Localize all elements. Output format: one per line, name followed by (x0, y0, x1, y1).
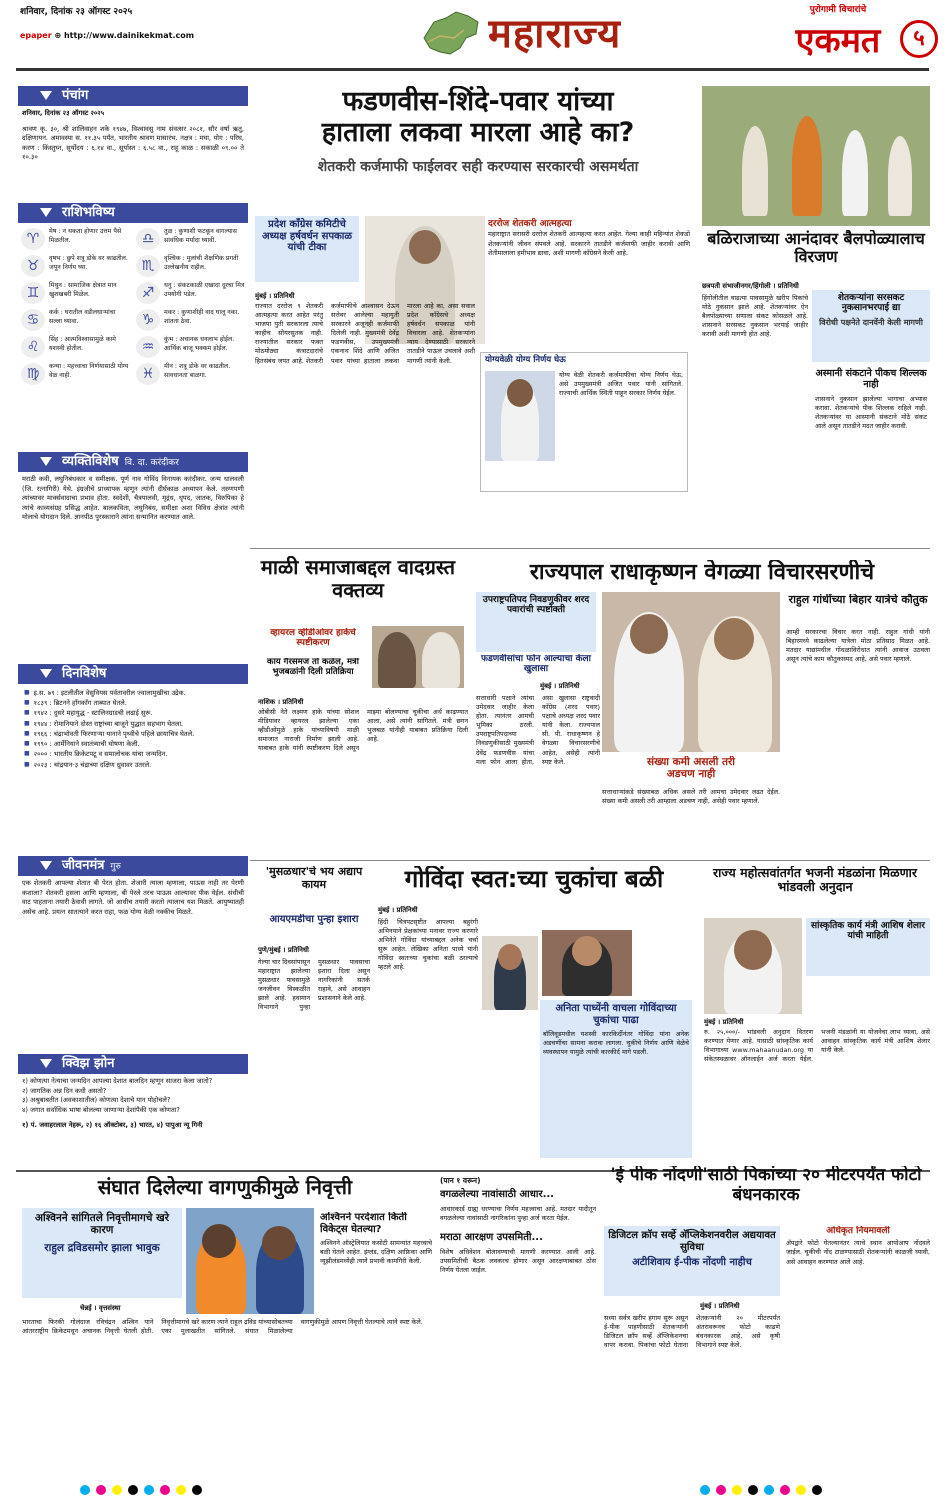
ashwin-stat-box (320, 1212, 432, 1312)
bhajani-headline: राज्य महोत्सवांतर्गत भजनी मंडळांना मिळणार भांडवली अनुदान (713, 866, 917, 895)
rashi-text: कुंभ : अचानक धनलाभ होईल. आर्थिक बाजू भक्कम होईल. (164, 336, 235, 352)
continued-headline-1: वगळलेल्या नावांसाठी आधार... (440, 1189, 554, 1201)
rashi-item (136, 282, 245, 304)
govinda-box-title: अनिता पाध्येंनी वाचला गोविंदाच्या चुकांचा पाढा (555, 1003, 677, 1026)
dinvishesh-item: ■ १९९० : आर्मेनियाने स्वातंत्र्याची घोषणा केली. (24, 739, 242, 749)
rashi-text: मेष : न थकता होणार उत्तम पैसे मिळतील. (49, 228, 122, 244)
maharashtra-map-icon (420, 8, 482, 58)
governor-sub: फडणवीसांचा फोन आल्याचा केला खुलासा (481, 654, 591, 675)
rashi-text: वृश्चिक : मुलांची शैक्षणिक प्रगती उल्लेखनीय राहील. (164, 255, 239, 271)
rashi-item (136, 228, 245, 250)
lead-kicker-box (255, 216, 359, 282)
rashi-header: राशिभविष्य (18, 203, 248, 223)
rashi-text: मीन : शत्रू डोके वर काढतील. सावधानता बाळगा. (164, 363, 231, 379)
panchang-section (18, 86, 248, 198)
musaldhar-body: गेल्या चार दिवसांपासून महाराष्ट्रात झालेल्या मुसळधार पावसामुळे जनजीवन विस्कळीत झाले आहे. हवामान विभागाने पुन्हा मुसळधार पावसाचा इशारा दिला असून नागरिकांनी सतर्क राहावे, असे आवाहन प्रशासनाने केले आहे. (258, 958, 370, 1012)
lead-sidebar-body: महाराष्ट्रात सरासरी दररोज शेतकरी आत्महत्या करत आहेत. गेल्या काही महिन्यांत शेकडो शेतकऱ्यांनी जीवन संपवले आहे. सरकारने तातडीने कर्जमाफी जाहीर करावी आणि शेतीमालाला हमीभाव द्यावा, अशी मागणी काँग्रेसने केली आहे. (488, 230, 690, 257)
triangle-icon (40, 208, 52, 217)
rashi-text: मिथुन : सामाजिक क्षेत्रात मान खुशखबरी मिळेल. (49, 282, 117, 298)
epaper-label: epaper (20, 31, 52, 40)
zodiac-icon: ♒ (136, 336, 160, 358)
rashi-text: कर्क : घरातील वडीलधाऱ्यांचा सल्ला घ्यावा. (49, 309, 116, 325)
masthead-rule (16, 68, 929, 71)
rashi-item (136, 363, 245, 385)
epeek-body: सध्या सर्वत्र खरीप हंगाम सुरू असून ई-पीक पाहणीसाठी शेतकऱ्यांनी डिजिटल क्रॉप सर्व्हे अ‍ॅप्लिकेशनचा वापर करावा. पिकांचा फोटो घेताना शेतकऱ्यांनी २० मीटरपर्यंत अंतरावरूनच फोटो काढणे बंधनकारक आहे, असे कृषी विभागाने स्पष्ट केले. (604, 1314, 780, 1350)
quiz-question: २) जागतिक अन्न दिन कधी असतो? (22, 1086, 107, 1095)
panchang-date: शनिवार, दिनांक २३ ऑगस्ट २०२५ (22, 109, 105, 117)
ashwin-headline: संघात दिलेल्या वागणुकीमुळे निवृत्ती (97, 1176, 353, 1199)
quiz-question: १) कोणत्या नेत्याचा जन्मदिन आपल्या देशात बालदिन म्हणून साजरा केला जातो? (22, 1077, 213, 1085)
personality-header: व्यक्तिविशेष वि. दा. करंदीकर (18, 452, 248, 472)
governor-body: सत्ताधारी पक्षाने त्यांचा उमेदवार जाहीर केला होता. त्यानंतर आमची भूमिका ठरली. उपराष्ट्रपतिपदाच्या निवडणुकीसाठी मुख्यमंत्री देवेंद्र फडणवीस यांचा मला फोन आला होता, असा खुलासा राष्ट्रवादी काँग्रेस (शरद पवार) पक्षाचे अध्यक्ष शरद पवार यांनी केला. राज्यपाल सी. पी. राधाकृष्णन हे वेगळ्या विचारसरणीचे आहेत, असेही त्यांनी स्पष्ट केले. (476, 694, 600, 766)
musaldhar-dateline: पुणे/मुंबई । प्रतिनिधी (258, 946, 309, 954)
epeek-kicker-box (604, 1226, 780, 1296)
epeek-dateline: मुंबई । प्रतिनिधी (700, 1302, 740, 1310)
rashi-section (18, 203, 248, 449)
mali-photos (372, 626, 464, 688)
farm-visit-photo (702, 86, 930, 226)
continued-headline-2: मराठा आरक्षण उपसमिती... (440, 1232, 543, 1244)
baliraja-box-sub: विरोधी पक्षनेते दानवेंनी केली मागणी (819, 317, 923, 327)
zodiac-icon: ♎ (136, 228, 160, 250)
zodiac-icon: ♊ (21, 282, 45, 304)
quiz-question: ३) अश्रुबाबतीत (अवकाशातील) कोणत्या देशाचे यान पोहोचले? (22, 1096, 171, 1105)
personality-section (18, 452, 248, 657)
pawar-fadnavis-photo (602, 592, 780, 752)
rashi-item (136, 309, 245, 331)
ashwin-kicker-2: राहुल द्रविडसमोर झाला भावुक (44, 1242, 160, 1255)
baliraja-box-title: शेतकऱ्यांना सरसकट नुकसानभरपाई द्या (837, 293, 905, 314)
dinvishesh-section (18, 664, 248, 854)
ashwin-stat-title: अश्विनने परदेशात किती विकेट्स घेतल्या? (320, 1212, 407, 1235)
quiz-question: ४) जगात सर्वाधिक भाषा बोलल्या जाणाऱ्या देशांपैकी एक कोणता? (22, 1105, 180, 1114)
jeevanmantra-tag: गुरु (110, 862, 121, 872)
rashi-item (136, 336, 245, 358)
ashwin-kicker-1: अश्विनने सांगितले निवृत्तीमागचे खरे कारण (34, 1212, 170, 1237)
bhajani-box-title: सांस्कृतिक कार्य मंत्री आशिष शेलार यांची माहिती (811, 921, 925, 942)
govinda-box-body: बॉलिवूडमधील यशस्वी कारकिर्दीनंतर गोविंदा यांना अनेक अडचणींचा सामना करावा लागला. चुकीचे निर्णय आणि वेळेचे व्यवस्थापन यामुळे त्यांची कारकीर्द मागे पडली. (543, 1030, 689, 1057)
issue-date: शनिवार, दिनांक २३ ऑगस्ट २०२५ (20, 7, 133, 17)
rahul-headline: राहुल गांधींच्या बिहार यात्रेचे कौतुक (788, 594, 928, 606)
continued-kicker: (पान १ वरून) (440, 1176, 481, 1185)
rashi-text: कन्या : महत्त्वाचा निर्णयासाठी योग्य वेळ नाही. (49, 363, 129, 379)
zodiac-icon: ♐ (136, 282, 160, 304)
ashwin-dravid-photo (186, 1208, 314, 1314)
bhajani-body: रु. २५,०००/- भांडवली अनुदान वितरण करण्यात येणार आहे. यासाठी सांस्कृतिक कार्य विभागाच्या www.mahaanudan.org या संकेतस्थळावर ऑनलाईन अर्ज करता येईल. भजनी मंडळांनी या योजनेचा लाभ घ्यावा, असे आवाहन सांस्कृतिक कार्य मंत्री आशिष शेलार यांनी केले. (704, 1028, 930, 1064)
epeek-body-2: ॲपद्वारे फोटो घेतल्यानंतर त्याचे स्थान आपोआप नोंदवले जाईल. चुकीची नोंद टाळण्यासाठी शेतकऱ्यांनी काळजी घ्यावी, असे आवाहन करण्यात आले आहे. (786, 1239, 930, 1266)
page-number: ५ (900, 20, 938, 58)
baliraja-headline: बळिराजाच्या आनंदावर बैलपोळ्यालाच विरजण (707, 230, 925, 267)
triangle-icon (40, 861, 52, 870)
baliraja-box2-body: शासनाने नुकसान झालेल्या भागाचा अभ्यास करावा. शेतकऱ्यांचे पीक शिल्लक राहिले नाही. शेतकऱ्यांवर या आस्मानी संकटाने मोठे संकट आले असून तातडीने मदत जाहीर करावी. (815, 394, 927, 431)
zodiac-icon: ♌ (21, 336, 45, 358)
dinvishesh-item: ■ २०२३ : चांद्रयान-३ चंद्राच्या दक्षिण ध्रुवावर उतरले. (24, 760, 242, 770)
lead-sidebar (488, 218, 690, 346)
mali-dateline: नाशिक । प्रतिनिधी (258, 698, 304, 706)
rashi-text: तुळ : कुणाशी फटकून वागल्यास सावधिक मर्यादा घ्यावी. (164, 228, 237, 244)
zodiac-icon: ♋ (21, 309, 45, 331)
personality-author: वि. दा. करंदीकर (124, 458, 179, 468)
governor-photo-body: सत्ताधाऱ्यांकडे संख्याबळ अधिक असले तरी आमचा उमेदवार लढत देईल. संख्या कमी असली तरी आम्हाला अडचण नाही, असेही पवार म्हणाले. (602, 788, 780, 806)
zodiac-icon: ♍ (21, 363, 45, 385)
zodiac-icon: ♓ (136, 363, 160, 385)
anita-padhye-photo (482, 936, 538, 1010)
govinda-photo (542, 930, 632, 996)
baliraja-dateline: छत्रपती संभाजीनगर/हिंगोली । प्रतिनिधी (702, 282, 799, 290)
mali-body: ओबीसी नेते लक्ष्मण हाके यांच्या सोशल मीडियावर व्हायरल झालेल्या एका व्हीडीओमुळे हाके यांच्याविषयी माळी समाजात नाराजी निर्माण झाली आहे. याबाबत हाके यांनी स्पष्टीकरण दिले असून माझ्या बोलण्याचा चुकीचा अर्थ काढण्यात आला, असे त्यांनी सांगितले. मंत्री छगन भुजबळ यांनीही याबाबत प्रतिक्रिया दिली आहे. (258, 708, 468, 753)
lead-subhead: शेतकरी कर्जमाफी फाईलवर सही करण्यास सरकारची असमर्थता (317, 159, 639, 175)
continued-body-1: आधारकार्ड ग्राह्य धरण्याचा निर्णय महत्त्वाचा आहे. मतदार यादीतून वगळलेल्या नावांसाठी नागरिकांना पुन्हा अर्ज करता येईल. (440, 1205, 596, 1223)
quiz-header: क्विझ झोन (18, 1054, 248, 1074)
musaldhar-sub: आयएमडीचा पुन्हा इशारा (269, 914, 359, 925)
panchang-body: श्रावण कृ. ३०, श्री शालिवाहन शके १९४७, विश्वावसु नाम संवत्सर २०८१, सौर वर्षा ऋतु, दक्षिणायन. अमावस्या स. ११.३५ पर्यंत, भारतीय श्रावण मासारंभ. नक्षत्र : मघा, योग : परिघ, करण : किंस्तुघ्न, सूर्योदय : ६.१४ वा., सूर्यास्त : ६.५८ वा., राहू काळ : सकाळी ०९.०० ते १०.३० (22, 124, 244, 162)
lead-kicker: प्रदेश काँग्रेस कमिटीचे अध्यक्ष हर्षवर्धन सपकाळ यांची टीका (262, 219, 352, 253)
dinvishesh-item: ■ १८३९ : ब्रिटनने हाँगकाँग ताब्यात घेतले. (24, 698, 242, 708)
dinvishesh-item: ■ इ.स. ७९ : इटलीतील वेसुवियस पर्वतावरील ज्वालामुखीचा उद्रेक. (24, 688, 242, 698)
rashi-text: सिंह : आत्मविश्वासामुळे कामे यशस्वी होतील. (49, 336, 116, 352)
epeek-notice-title: अधिकृत नियमावली (826, 1226, 890, 1236)
rashi-item (21, 363, 130, 385)
rashi-text: मकर : कुणाशीही वाद घालू नका. शांतता ठेवा. (164, 309, 240, 325)
brand-slogan: पुरोगामी विचारांचे (809, 5, 867, 15)
rashi-grid (18, 223, 248, 390)
governor-kicker-box (476, 592, 596, 652)
bhajani-dateline: मुंबई । प्रतिनिधी (704, 1018, 744, 1026)
lead-quote-body: योग्य वेळी शेतकरी कर्जमाफीचा योग्य निर्णय घेऊ, असे उपमुख्यमंत्री अजित पवार यांनी सांगितले. राज्याची आर्थिक स्थिती पाहून सरकार निर्णय घेईल. (559, 371, 683, 398)
triangle-icon (40, 457, 52, 466)
lead-quote-title: योग्यवेळी योग्य निर्णय घेऊ (485, 355, 566, 365)
mali-sub: काय गैरसमज तो कळेल, मंत्री भुजबळांनी दिली प्रतिक्रिया (267, 658, 359, 677)
masthead (0, 0, 945, 68)
epeek-headline: 'ई पीक नोंदणी'साठी पिकांच्या २० मीटरपर्यंत फोटो बंधनकारक (610, 1166, 922, 1205)
ashwin-dateline: चेन्नई । वृत्तसंस्था (80, 1304, 121, 1312)
zodiac-icon: ♈ (21, 228, 45, 250)
baliraja-box2 (812, 366, 930, 542)
continued-body-2: विशेष अधिवेशन बोलावण्याची मागणी करण्यात आली आहे. उपसमितीची बैठक लवकरच होणार असून आरक्षणाबाबत ठोस निर्णय घेतला जाईल. (440, 1248, 596, 1275)
color-registration-marks (700, 1485, 900, 1497)
rashi-text: वृषभ : छुपे शत्रू डोके वर काढतील. जपून निर्णय घ्या. (49, 255, 128, 271)
dinvishesh-item: ■ १९४२ : दुसरे महायुद्ध - स्टालिनग्राडची लढाई सुरू. (24, 708, 242, 718)
brand-logo: एकमत (795, 24, 881, 58)
bhajani-box (806, 918, 930, 976)
dinvishesh-item: ■ २००० : भारतीय क्रिकेटपटू व समालोचक यांचा जन्मदिन. (24, 749, 242, 759)
lead-body: राज्यात दररोज ९ शेतकरी आत्महत्या करत आहेत परंतु भाजपा युती सरकारला त्याचे काहीच सोयरसुतक नाही. राज्यातील सरकार फक्त मोठमोठ्या कंत्राटदारांचे हितसंबंध जपत आहे. शेतकरी कर्जमाफीचे आश्वासन देऊन सत्तेवर आलेल्या महायुती सरकारने अजूनही कर्जमाफी दिलेली नाही. मुख्यमंत्री देवेंद्र फडणवीस, उपमुख्यमंत्री एकनाथ शिंदे आणि अजित पवार यांच्या हाताला लकवा मारला आहे का, असा सवाल प्रदेश काँग्रेसचे अध्यक्ष हर्षवर्धन सपकाळ यांनी विचारला आहे. शेतकऱ्यांना न्याय देण्यासाठी सरकारने तातडीने पाऊल उचलावे अशी मागणी त्यांनी केली. (255, 302, 475, 365)
dinvishesh-list (18, 684, 248, 774)
governor-kicker: उपराष्ट्रपतिपद निवडणुकीवर शरद पवारांची स्पष्टोक्ती (482, 595, 590, 616)
quiz-questions (18, 1074, 248, 1118)
mali-kicker: व्हायरल व्हीडीओवर हाकेंचे स्पष्टीकरण (270, 628, 356, 649)
zodiac-icon: ♉ (21, 255, 45, 277)
rashi-text: धनु : संकटकाळी एखादा दूरचा मित्र उपयोगी पडेल. (164, 282, 245, 298)
epaper-link[interactable] (20, 30, 194, 41)
rashi-item (136, 255, 245, 277)
jeevanmantra-section (18, 856, 248, 1042)
panchang-header: पंचांग (18, 86, 248, 106)
ashwin-kicker-box (22, 1208, 182, 1298)
dinvishesh-header: दिनविशेष (18, 664, 248, 684)
ajit-pawar-photo (485, 371, 555, 461)
section-title: महाराज्य (488, 14, 622, 54)
color-registration-marks (80, 1485, 280, 1497)
lead-headline: फडणवीस-शिंदे-पवार यांच्या हाताला लकवा मारला आहे का? (321, 86, 635, 149)
triangle-icon (40, 91, 52, 100)
quiz-section (18, 1054, 248, 1162)
governor-photo-caption: संख्या कमी असली तरी अडचण नाही (646, 756, 736, 781)
rahul-body: आम्ही सरकारचा विचार करत नाही. राहुल गांधी यांनी बिहारमध्ये काढलेल्या यात्रेला मोठा प्रतिसाद मिळत आहे. मतदार याद्यांमधील गोंधळाविरोधात त्यांनी आवाज उठवला असून त्यांचे काम कौतुकास्पद आहे, असे पवार म्हणाले. (786, 628, 930, 664)
zodiac-icon: ♑ (136, 309, 160, 331)
zodiac-icon: ♏ (136, 255, 160, 277)
lead-sidebar-title: दररोज शेतकरी आत्महत्या (488, 219, 572, 229)
mali-headline: माळी समाजाबद्दल वादग्रस्त वक्तव्य (260, 556, 456, 602)
baliraja-box2-title: अस्मानी संकटाने पीकच शिल्लक नाही (815, 368, 927, 390)
lead-quote-box (480, 352, 688, 492)
epeek-sub: अटीशिवाय ई-पीक नोंदणी नाहीच (632, 1257, 752, 1268)
dinvishesh-item: ■ १९४४ : रोमानियाने दोस्त राष्ट्रांच्या बाजूने युद्धात सहभाग घेतला. (24, 719, 242, 729)
rashi-item (21, 336, 130, 358)
epeek-kicker: डिजिटल क्रॉप सर्व्हे अ‍ॅप्लिकेशनवरील अद्ययावत सुविधा (608, 1230, 776, 1253)
baliraja-body: हिंगोलीतील वाढत्या पावसामुळे खरीप पिकांचे मोठे नुकसान झाले आहे. शेतकऱ्यांवर ऐन बैलपोळ्याच्या सणाला संकट कोसळले आहे. शासनाने सरसकट नुकसान भरपाई जाहीर करावी अशी मागणी होत आहे. (702, 294, 808, 339)
ashwin-stat-body: अश्विनने ऑस्ट्रेलियात कसोटी सामन्यांत महत्त्वाचे बळी घेतले आहेत. इंग्लंड, दक्षिण आफ्रिका आणि न्यूझीलंडमध्येही त्याने प्रभावी कामगिरी केली. (320, 1239, 432, 1266)
ashwin-body: भारताचा फिरकी गोलंदाज रविचंद्रन अश्विन याने आंतरराष्ट्रीय क्रिकेटमधून अचानक निवृत्ती घेतली होती. निवृत्तीमागचे खरे कारण त्याने राहुल द्रविड यांच्यासोबतच्या एका मुलाखतीत सांगितले. संघात मिळालेल्या वागणुकीमुळे आपण निवृत्ती घेतल्याचे त्याने स्पष्ट केले. (22, 1318, 423, 1336)
govinda-body: हिंदी चित्रपटसृष्टीत आपल्या बहुरंगी अभिनयाने प्रेक्षकांच्या मनावर राज्य करणारे अभिनेते गोविंदा यांच्याबद्दल अनेक चर्चा सुरू आहेत. लेखिका अनिता पाध्ये यांनी गोविंदा स्वतःच्या चुकांचा बळी ठरल्याचे म्हटले आहे. (378, 918, 478, 972)
quiz-answers: १) पं. जवाहरलाल नेहरू, २) १६ ऑक्टोबर, ३) भारत, ४) पापुआ न्यू गिनी (22, 1121, 203, 1130)
lead-dateline: मुंबई । प्रतिनिधी (255, 292, 295, 300)
epeek-side (786, 1226, 930, 1478)
personality-body: मराठी कवी, लघुनिबंधकार व समीक्षक. पूर्ण नाव गोविंद विनायक करंदीकर. जन्म धालवली (जि. रत्नागिरी) येथे. इंग्रजीचे प्राध्यापक म्हणून त्यांनी दीर्घकाळ अध्यापन केले. तरुणपणी त्यांच्यावर मार्क्सवादाचा प्रभाव होता. स्वदेशी, चैत्रपालवी, मृद्गंध, धृपद, जातक, विरुपिका हे त्यांचे काव्यसंग्रह प्रसिद्ध आहेत. बालकविता, लघुनिबंध, समीक्षा अशा विविध क्षेत्रांत त्यांनी मोलाचे योगदान दिले. ज्ञानपीठ पुरस्काराने त्यांना सन्मानित करण्यात आले. (22, 475, 244, 522)
continued-section (440, 1176, 596, 1478)
triangle-icon (40, 669, 52, 678)
govinda-box (540, 1000, 692, 1158)
baliraja-box (812, 290, 930, 362)
musaldhar-headline: 'मुसळधार'चे भय अद्याप कायम (265, 866, 363, 891)
divider (250, 860, 930, 861)
rashi-item (21, 255, 130, 277)
govinda-headline: गोविंदा स्वत:च्या चुकांचा बळी (404, 866, 664, 893)
triangle-icon (40, 1059, 52, 1068)
dinvishesh-item: ■ १९६६ : चंद्राभोवती फिरणाऱ्या यानाने पृथ्वीचे पहिले छायाचित्र घेतले. (24, 729, 242, 739)
epaper-url[interactable]: http://www.dainikekmat.com (63, 31, 195, 40)
rashi-item (21, 228, 130, 250)
divider (250, 548, 930, 549)
jeevanmantra-body: एक शेतकरी आपल्या शेतात बी पेरत होता. शेजारी त्याला म्हणाला, पाऊस नाही तर पेरणी कशाला? शेतकरी हसला आणि म्हणाला, बी पेरले तरच पाऊस आल्यावर पीक येईल. संधीची वाट पाहताना तयारी ठेवावी लागते. जो आधीच तयारी करतो त्यालाच यश मिळते. आयुष्यातही असेच आहे. प्रयत्न सातत्याने करत राहा, फळ योग्य वेळी नक्कीच मिळते. (22, 879, 244, 916)
govinda-dateline: मुंबई । प्रतिनिधी (378, 906, 418, 914)
rashi-item (21, 309, 130, 331)
governor-dateline: मुंबई । प्रतिनिधी (540, 682, 580, 690)
jeevanmantra-header: जीवनमंत्र गुरु (18, 856, 248, 876)
globe-icon: ⊕ (54, 31, 62, 40)
rashi-item (21, 282, 130, 304)
governor-headline: राज्यपाल राधाकृष्णन वेगळ्या विचारसरणीचे (529, 560, 875, 585)
